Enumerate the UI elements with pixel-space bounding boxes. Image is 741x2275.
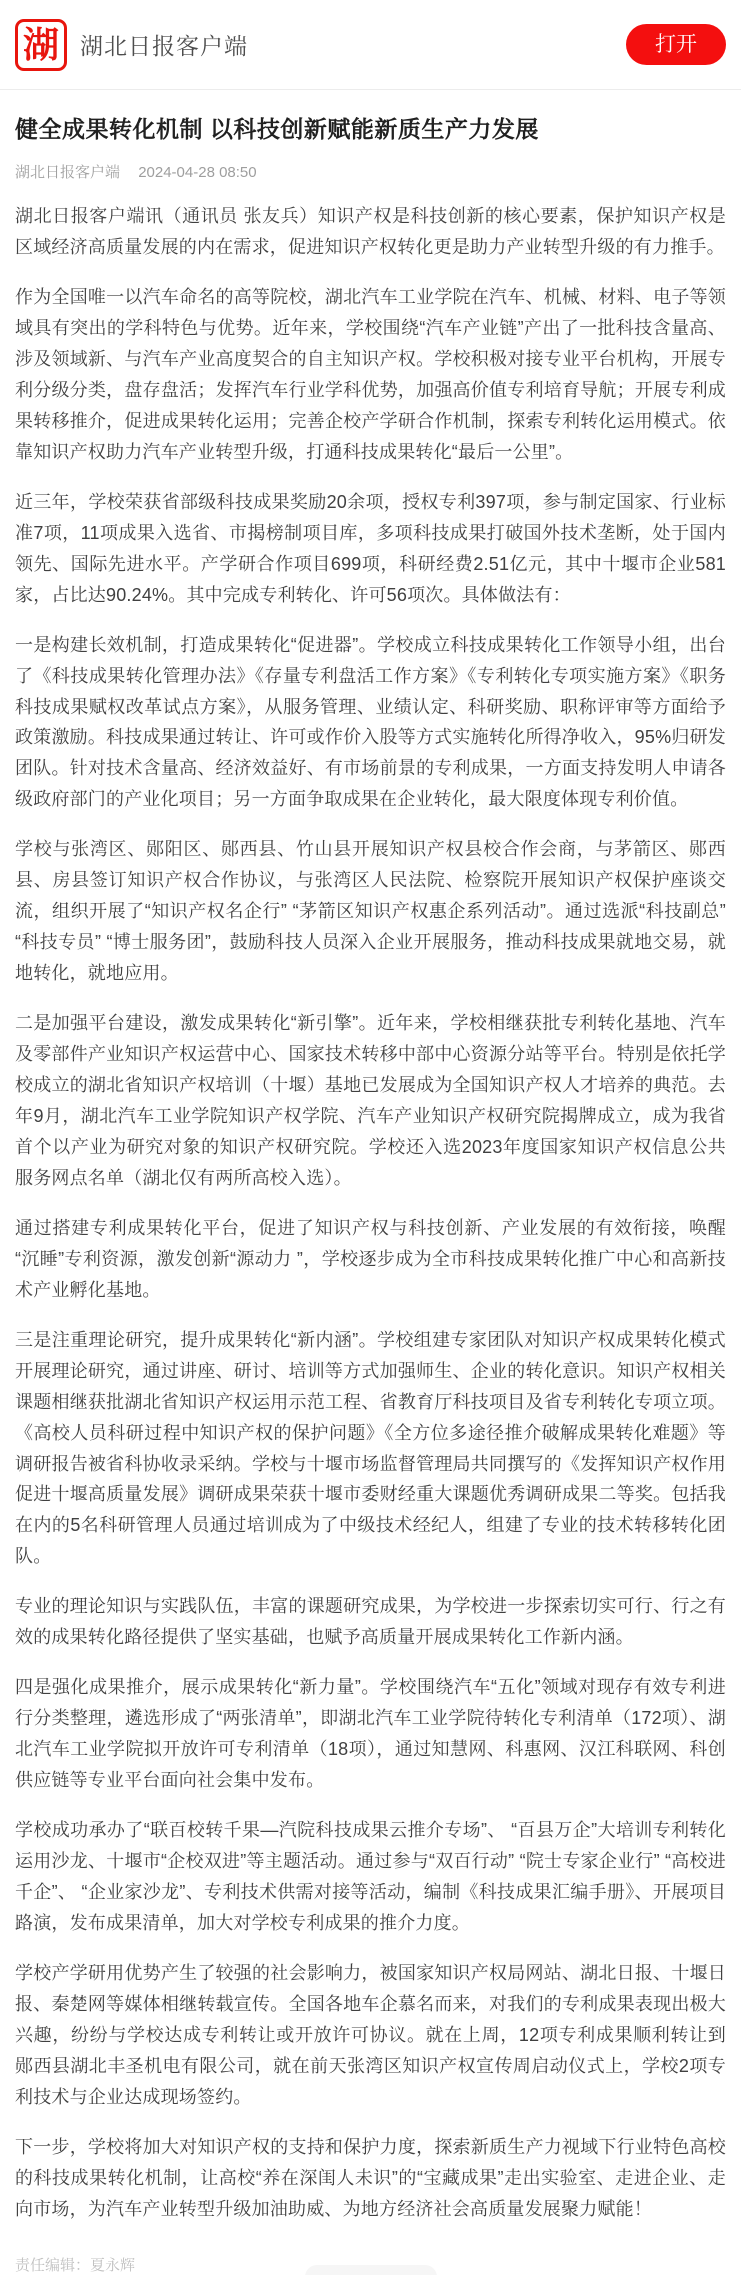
article-body (15, 201, 726, 2224)
article-paragraph: 二是加强平台建设，激发成果转化“新引擎”。近年来，学校相继获批专利转化基地、汽车及零部件产业知识产权运营中心、国家技术转移中部中心资源分站等平台。特别是依托学校成立的湖北省知识产权培训（十堰）基地已发展成为全国知识产权人才培养的典范。去年9月，湖北汽车工业学院知识产权学院、汽车产业知识产权研究院揭牌成立，成为我省首个以产业为研究对象的知识产权研究院。学校还入选2023年度国家知识产权信息公共服务网点名单（湖北仅有两所高校入选）。 (15, 1013, 726, 1188)
article-paragraph: 通过搭建专利成果转化平台，促进了知识产权与科技创新、产业发展的有效衔接，唤醒“沉睡”专利资源，激发创新“源动力 ”，学校逐步成为全市科技成果转化推广中心和高新技术产业孵化基地。 (15, 1217, 726, 1300)
article (0, 113, 741, 2224)
article-paragraph: 一是构建长效机制，打造成果转化“促进器”。学校成立科技成果转化工作领导小组，出台了《科技成果转化管理办法》《存量专利盘活工作方案》《专利转化专项实施方案》《职务科技成果赋权改革试点方案》，从服务管理、业绩认定、科研奖励、职称评审等方面给予政策激励。科技成果通过转让、许可或作价入股等方式实施转化所得净收入，95%归研发团队。针对技术含量高、经济效益好、有市场前景的专利成果，一方面支持发明人申请各级政府部门的产业化项目；另一方面争取成果在企业转化，最大限度体现专利价值。 (15, 634, 726, 810)
app-banner (0, 0, 741, 90)
article-paragraph: 学校与张湾区、郧阳区、郧西县、竹山县开展知识产权县校合作会商，与茅箭区、郧西县、房县签订知识产权合作协议，与张湾区人民法院、检察院开展知识产权保护座谈交流，组织开展了“知识产权名企行” “茅箭区知识产权惠企系列活动”。通过选派“科技副总” “科技专员” “博士服务团”，鼓励科技人员深入企业开展服务，推动科技成果就地交易，就地转化，就地应用。 (15, 839, 726, 984)
editor-note: 责任编辑：夏永辉 (15, 2257, 136, 2275)
article-paragraph: 学校成功承办了“联百校转千果—汽院科技成果云推介专场”、 “百县万企”大培训专利转化运用沙龙、十堰市“企校双进”等主题活动。通过参与“双百行动” “院士专家企业行” “高校进千企”、 “企业家沙龙”、专利技术供需对接等活动，编制《科技成果汇编手册》、开展项目路演，发布成果清单，加大对学校专利成果的推介力度。 (15, 1820, 726, 1933)
seal-character: 湖 (22, 24, 59, 65)
article-paragraph: 专业的理论知识与实践队伍，丰富的课题研究成果，为学校进一步探索切实可行、行之有效的成果转化路径提供了坚实基础，也赋予高质量开展成果转化工作新内涵。 (15, 1596, 726, 1648)
open-in-app-button[interactable]: 打开 (626, 24, 726, 65)
article-paragraph: 湖北日报客户端讯（通讯员 张友兵）知识产权是科技创新的核心要素，保护知识产权是区域经济高质量发展的内在需求，促进知识产权转化更是助力产业转型升级的有力推手。 (15, 206, 726, 258)
article-paragraph: 作为全国唯一以汽车命名的高等院校，湖北汽车工业学院在汽车、机械、材料、电子等领域具有突出的学科特色与优势。近年来，学校围绕“汽车产业链”产出了一批科技含量高、涉及领域新、与汽车产业高度契合的自主知识产权。学校积极对接专业平台机构，开展专利分级分类，盘存盘活；发挥汽车行业学科优势，加强高价值专利培育导航；开展专利成果转移推介，促进成果转化运用；完善企校产学研合作机制，探索专利转化运用模式。依靠知识产权助力汽车产业转型升级，打通科技成果转化“最后一公里”。 (15, 287, 726, 462)
article-source: 湖北日报客户端 (15, 164, 121, 182)
article-title: 健全成果转化机制 以科技创新赋能新质生产力发展 (15, 116, 539, 142)
article-paragraph: 学校产学研用优势产生了较强的社会影响力，被国家知识产权局网站、湖北日报、十堰日报、秦楚网等媒体相继转载宣传。全国各地车企慕名而来，对我们的专利成果表现出极大兴趣，纷纷与学校达成专利转让或开放许可协议。就在上周，12项专利成果顺利转让到郧西县湖北丰圣机电有限公司，就在前天张湾区知识产权宣传周启动仪式上，学校2项专利技术与企业达成现场签约。 (15, 1962, 726, 2107)
article-paragraph: 四是强化成果推介，展示成果转化“新力量”。学校围绕汽车“五化”领域对现存有效专利进行分类整理，遴选形成了“两张清单”，即湖北汽车工业学院待转化专利清单（172项）、湖北汽车工业学院拟开放许可专利清单（18项），通过知慧网、科惠网、汉江科联网、科创供应链等专业平台面向社会集中发布。 (15, 1677, 726, 1791)
article-paragraph: 三是注重理论研究，提升成果转化“新内涵”。学校组建专家团队对知识产权成果转化模式开展理论研究，通过讲座、研讨、培训等方式加强师生、企业的转化意识。知识产权相关课题相继获批湖北省知识产权运用示范工程、省教育厅科技项目及省专利转化专项立项。《高校人员科研过程中知识产权的保护问题》《全方位多途径推介破解成果转化难题》等调研报告被省科协收录采纳。学校与十堰市场监督管理局共同撰写的《发挥知识产权作用促进十堰高质量发展》调研成果荣获十堰市委财经重大课题优秀调研成果二等奖。包括我在内的5名科研管理人员通过培训成为了中级技术经纪人，组建了专业的技术转移转化团队。 (15, 1329, 726, 1567)
app-name: 湖北日报客户端 (80, 33, 248, 59)
hubei-daily-seal-icon (15, 19, 67, 71)
article-paragraph: 近三年，学校荣获省部级科技成果奖励20余项，授权专利397项，参与制定国家、行业标准7项，11项成果入选省、市揭榜制项目库，多项科技成果打破国外技术垄断，处于国内领先、国际先进水平。产学研合作项目699项，科研经费2.51亿元，其中十堰市企业581家，占比达90.24%。其中完成专利转化、许可56项次。具体做法有： (15, 491, 726, 605)
article-publish-time: 2024-04-28 08:50 (138, 164, 257, 182)
article-meta (15, 161, 726, 182)
article-paragraph: 下一步，学校将加大对知识产权的支持和保护力度，探索新质生产力视域下行业特色高校的科技成果转化机制，让高校“养在深闺人未识”的“宝藏成果”走出实验室、走进企业、走向市场，为汽车产业转型升级加油助威、为地方经济社会高质量发展聚力赋能！ (15, 2136, 726, 2219)
bottom-button-partial[interactable] (305, 2265, 437, 2275)
